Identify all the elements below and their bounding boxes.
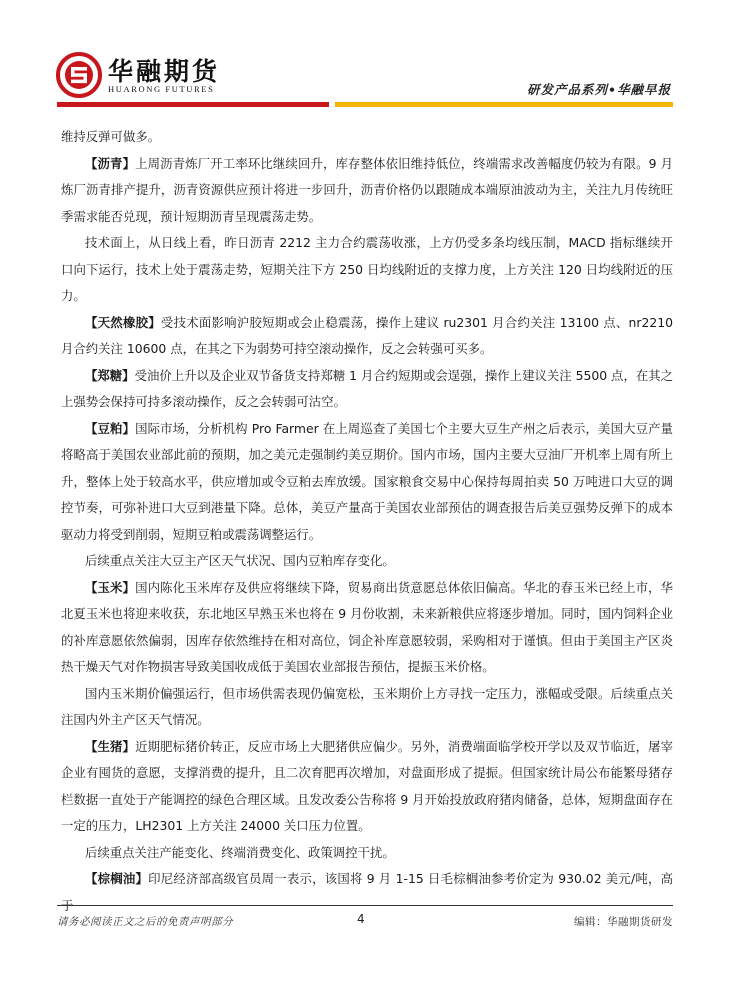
paragraph-sugar: 【郑糖】受油价上升以及企业双节备货支持郑糖 1 月合约短期或会逞强，操作上建议关注 5500 点，在其之上强势会保持可持多滚动操作，反之会转弱可沽空。 xyxy=(61,367,674,409)
section-tag-soymeal: 【豆粕】 xyxy=(85,420,136,436)
section-tag-rubber: 【天然橡胶】 xyxy=(85,314,161,330)
paragraph-asphalt-technical: 技术面上，从日线上看，昨日沥青 2212 主力合约震荡收涨，上方仍受多条均线压制，MACD 指标继续开口向下运行，技术上处于震荡走势，短期关注下方 250 日均线附近的支撑力度，上方关注 120 日均线附近的压力。 xyxy=(61,235,673,303)
paragraph-soymeal: 【豆粕】国际市场，分析机构 Pro Farmer 在上周巡查了美国七个主要大豆生产州之后表示，美国大豆产量将略高于美国农业部此前的预期，加之美元走强制约美豆期价。国内市场，国内主要大豆油厂开机率上周有所上升，整体上处于较高水平，供应增加或令豆粕去库放缓。国家粮食交易中心保持每周拍卖 50 万吨进口大豆的调控节奏，可弥补进口大豆到港量下降。总体，美豆产量高于美国农业部预估的调查报告后美豆强势反弹下的成本驱动力将受到削弱，短期豆粕或震荡调整运行。 xyxy=(61,420,674,542)
footer-author: 编辑：华融期货研发 xyxy=(574,916,673,928)
paragraph-palm-oil: 【棕榈油】印尼经济部高级官员周一表示，该国将 9 月 1-15 日毛棕榈油参考价定为 930.02 美元/吨，高于 xyxy=(61,871,673,913)
series-title: 研发产品系列•华融早报 xyxy=(527,82,671,97)
report-body xyxy=(61,124,673,919)
page-number: 4 xyxy=(357,912,365,926)
brand-name-en: HUARONG FUTURES xyxy=(108,84,215,94)
paragraph-soymeal-followup: 后续重点关注大豆主产区天气状况、国内豆粕库存变化。 xyxy=(85,553,395,568)
paragraph-hogs: 【生猪】近期肥标猪价转正，反应市场上大肥猪供应偏少。另外，消费端面临学校开学以及双节临近，屠宰企业有囤货的意愿，支撑消费的提升，且二次育肥再次增加，对盘面形成了提振。但国家统计局公布能繁母猪存栏数据一直处于产能调控的绿色合理区域。且发改委公告称将 9 月开始投放政府猪肉储备，总体，短期盘面存在一定的压力，LH2301 上方关注 24000 关口压力位置。 xyxy=(61,738,674,833)
header-red-bar xyxy=(57,102,329,107)
paragraph-asphalt: 【沥青】上周沥青炼厂开工率环比继续回升，库存整体依旧维持低位，终端需求改善幅度仍较为有限。9 月炼厂沥青排产提升，沥青资源供应预计将进一步回升，沥青价格仍以跟随成本端原油波动为主，关注九月传统旺季需求能否兑现，预计短期沥青呈现震荡走势。 xyxy=(61,155,674,224)
page-header xyxy=(0,0,731,112)
paragraph-continuation: 维持反弹可做多。 xyxy=(61,129,161,144)
section-tag-asphalt: 【沥青】 xyxy=(85,155,136,171)
page-footer xyxy=(57,905,673,928)
section-tag-sugar: 【郑糖】 xyxy=(85,367,135,383)
brand-name-cn: 华融期货 xyxy=(108,57,221,86)
section-tag-corn: 【玉米】 xyxy=(85,579,136,595)
footer-divider xyxy=(57,905,673,906)
paragraph-corn: 【玉米】国内陈化玉米库存及供应将继续下降，贸易商出货意愿总体依旧偏高。华北的春玉米已经上市，华北夏玉米也将迎来收获，东北地区早熟玉米也将在 9 月份收割，未来新粮供应将逐步增加。同时，国内饲料企业的补库意愿依然偏弱，因库存依然维持在相对高位，饲企补库意愿较弱，采购相对于谨慎。但由于美国主产区炎热干燥天气对作物损害导致美国收成低于美国农业部报告预估，提振玉米价格。 xyxy=(61,579,674,674)
paragraph-corn-followup: 国内玉米期价偏强运行，但市场供需表现仍偏宽松，玉米期价上方寻找一定压力，涨幅或受限。后续重点关注国内外主产区天气情况。 xyxy=(61,685,673,727)
paragraph-rubber: 【天然橡胶】受技术面影响沪胶短期或会止稳震荡，操作上建议 ru2301 月合约关注 13100 点、nr2210 月合约关注 10600 点，在其之下为弱势可持空滚动操作，反之会转强可买多。 xyxy=(61,314,674,356)
section-tag-hogs: 【生猪】 xyxy=(85,738,136,754)
header-yellow-bar xyxy=(335,102,673,107)
huarong-logo-icon xyxy=(56,52,102,98)
section-tag-palm-oil: 【棕榈油】 xyxy=(85,871,149,886)
footer-disclaimer: 请务必阅读正文之后的免责声明部分 xyxy=(57,916,233,928)
paragraph-hogs-followup: 后续重点关注产能变化、终端消费变化、政策调控干扰。 xyxy=(85,844,395,860)
